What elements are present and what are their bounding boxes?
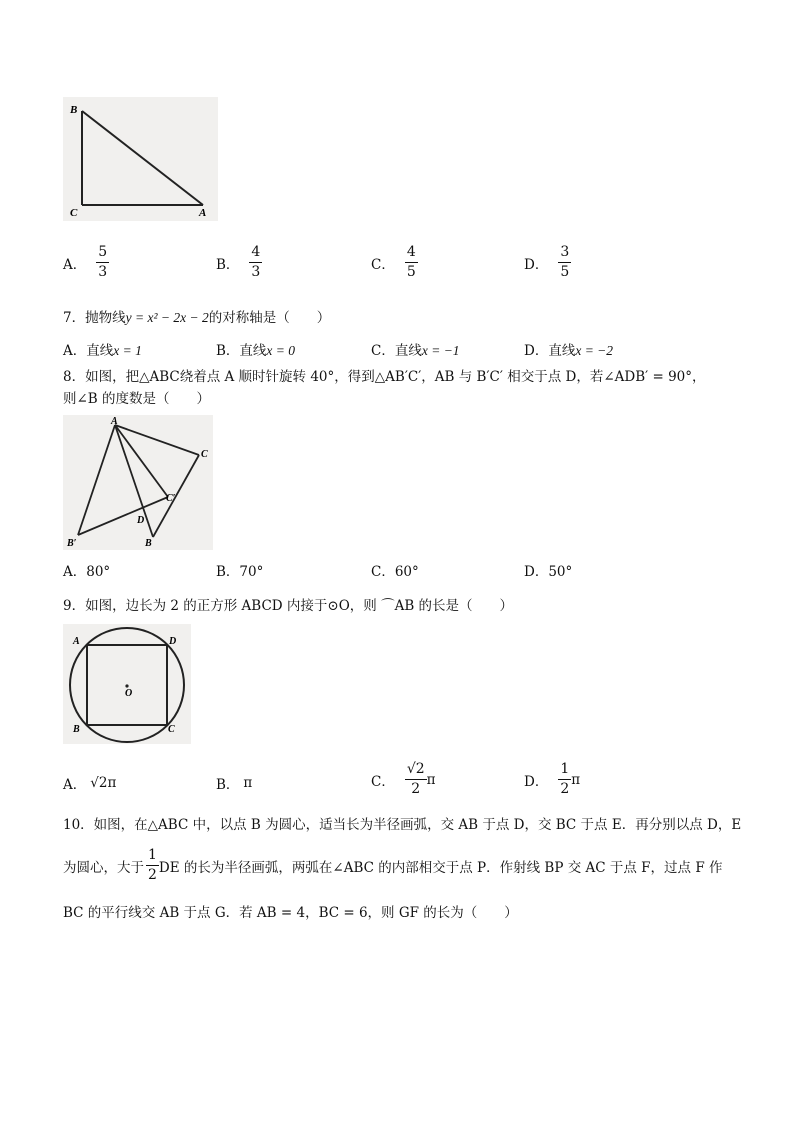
- q8-figure: [63, 415, 213, 550]
- q8-label-c: C: [201, 449, 208, 460]
- q6-option-d[interactable]: [524, 245, 571, 281]
- q7-stem: 7．抛物线y = x² − 2x − 2的对称轴是（ ）: [63, 310, 331, 326]
- option-fraction: $\frac{1}{2}$: [560, 761, 570, 798]
- option-fraction: $\frac{√2}{2}$: [406, 761, 425, 798]
- q6-option-c[interactable]: [371, 245, 418, 281]
- q9-label-d: D: [169, 636, 177, 647]
- q7-equation: y = x² − 2x − 2: [125, 310, 209, 325]
- q8-option-c[interactable]: C．60°: [371, 564, 419, 580]
- option-letter: B．: [216, 256, 240, 273]
- q10-stem-line2: 为圆心，大于 $\frac{1}{2}$ DE 的长为半径画弧，两弧在∠ABC 的内部相交于点 P．作射线 BP 交 AC 于点 F，过点 F 作: [63, 847, 723, 884]
- q8-stem-line1: 8．如图，把△ABC绕着点 A 顺时针旋转 40°，得到△AB′C′，AB 与 B′C′ 相交于点 D，若∠ADB′ = 90°，: [63, 369, 706, 385]
- option-fraction: $\frac{3}{5}$: [560, 244, 570, 281]
- q7-option-d[interactable]: D．直线x = −2: [524, 343, 614, 359]
- q7-option-c[interactable]: C．直线x = −1: [371, 343, 460, 359]
- q8-label-d: D: [137, 515, 145, 526]
- q6-option-a[interactable]: [63, 245, 109, 281]
- q9-stem: 9．如图，边长为 2 的正方形 ABCD 内接于⊙O，则 ⌒AB 的长是（ ）: [63, 598, 514, 614]
- q8-option-b[interactable]: B．70°: [216, 564, 264, 580]
- q6-label-c: C: [70, 207, 78, 219]
- option-fraction: $\frac{5}{3}$: [98, 244, 108, 281]
- q9-label-a: A: [73, 636, 80, 647]
- q8-option-d[interactable]: D．50°: [524, 564, 573, 580]
- option-letter: A．: [63, 256, 87, 273]
- q6-label-b: B: [70, 104, 78, 116]
- q9-option-a[interactable]: A． √2 π: [63, 775, 117, 793]
- q10-stem-line1: 10．如图，在△ABC 中，以点 B 为圆心，适当长为半径画弧，交 AB 于点 D，交 BC 于点 E．再分别以点 D，E: [63, 817, 742, 833]
- q8-label-b-prime: B′: [67, 538, 77, 549]
- q6-label-a: A: [199, 207, 207, 219]
- q9-label-c: C: [168, 724, 175, 735]
- option-fraction: $\frac{4}{5}$: [406, 244, 416, 281]
- q9-option-b[interactable]: B． π: [216, 775, 253, 793]
- q8-rotation-diagram: [63, 415, 213, 550]
- q8-stem-line2: 则∠B 的度数是（ ）: [63, 391, 211, 407]
- q8-label-c-prime: C′: [166, 493, 176, 504]
- q9-circle-square-diagram: [63, 624, 191, 744]
- q9-figure: [63, 624, 191, 744]
- option-letter: D．: [524, 256, 549, 273]
- q8-option-a[interactable]: A．80°: [63, 564, 111, 580]
- q6-triangle-diagram: [63, 97, 218, 221]
- q8-label-a: A: [111, 416, 118, 427]
- q10-half-fraction: $\frac{1}{2}$: [148, 847, 157, 884]
- q7-option-a[interactable]: A．直线x = 1: [63, 343, 142, 359]
- q9-label-b: B: [73, 724, 80, 735]
- q6-option-b[interactable]: [216, 245, 262, 281]
- option-letter: C．: [371, 256, 395, 273]
- q9-option-d[interactable]: D． $\frac{1}{2}$ π: [524, 761, 581, 798]
- q9-label-o: O: [125, 688, 133, 699]
- q8-label-b: B: [145, 538, 152, 549]
- q9-option-c[interactable]: C． $\frac{√2}{2}$ π: [371, 761, 436, 798]
- option-fraction: $\frac{4}{3}$: [251, 244, 261, 281]
- q6-figure: [63, 97, 218, 221]
- q10-stem-line3: BC 的平行线交 AB 于点 G．若 AB = 4，BC = 6，则 GF 的长为（ ）: [63, 905, 518, 921]
- q7-option-b[interactable]: B．直线x = 0: [216, 343, 296, 359]
